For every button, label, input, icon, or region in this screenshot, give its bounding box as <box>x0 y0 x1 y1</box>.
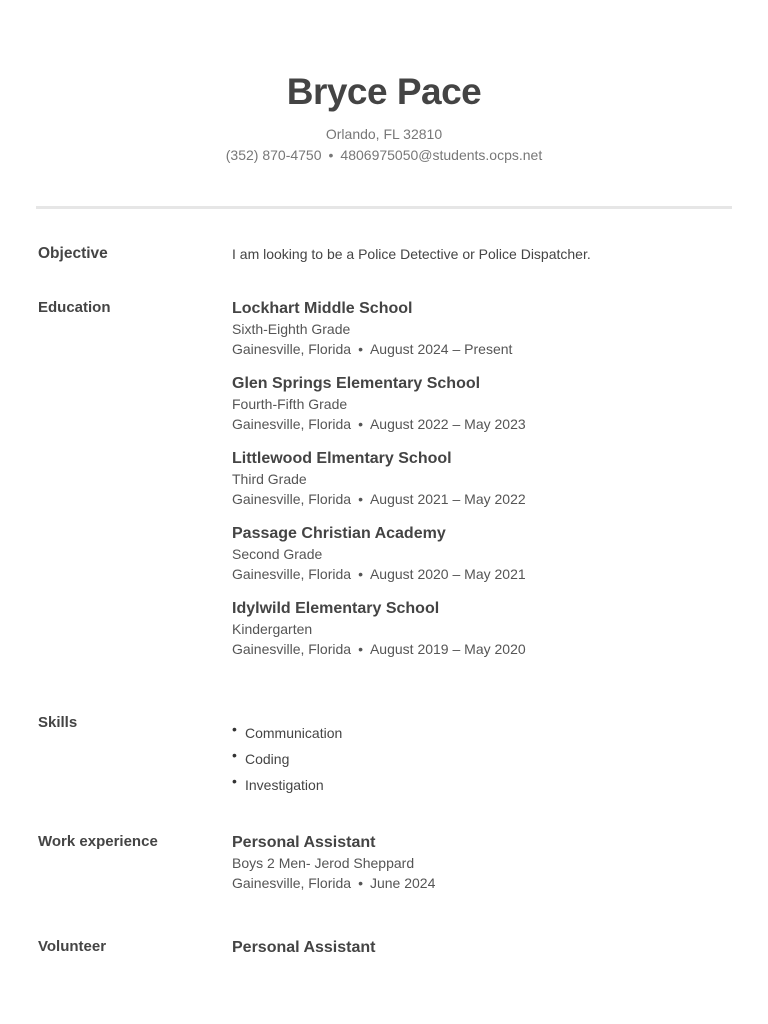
bullet-icon: • <box>232 773 237 789</box>
section-label-objective: Objective <box>38 245 108 262</box>
school-name: Passage Christian Academy <box>232 525 446 542</box>
skill-item: • Communication <box>232 721 343 741</box>
phone: (352) 870-4750 <box>225 147 322 163</box>
grade: Sixth-Eighth Grade <box>232 321 351 337</box>
skill-item: • Coding <box>232 747 290 767</box>
location-dates: Gainesville, Florida • August 2024 – Present <box>232 341 513 357</box>
section-label-work: Work experience <box>38 833 158 850</box>
email: 4806975050@students.ocps.net <box>340 147 543 163</box>
resume-header <box>0 0 768 166</box>
grade: Fourth-Fifth Grade <box>232 396 348 412</box>
separator: • <box>328 147 334 163</box>
work-entry <box>232 833 732 893</box>
employer: Boys 2 Men- Jerod Sheppard <box>232 855 415 871</box>
education-entry <box>232 374 732 434</box>
location-dates: Gainesville, Florida • August 2022 – May 2023 <box>232 416 526 432</box>
contact-line <box>0 144 768 166</box>
location-dates: Gainesville, Florida • August 2020 – May 2021 <box>232 566 526 582</box>
section-label-education: Education <box>38 299 111 316</box>
job-title: Personal Assistant <box>232 834 376 851</box>
candidate-name: Bryce Pace <box>286 71 482 112</box>
school-name: Glen Springs Elementary School <box>232 375 481 392</box>
skill-item: • Investigation <box>232 773 324 793</box>
volunteer-entry <box>232 938 732 958</box>
education-entry <box>232 599 732 659</box>
grade: Kindergarten <box>232 621 313 637</box>
objective-text: I am looking to be a Police Detective or Police Dispatcher. <box>232 246 591 262</box>
bullet-icon: • <box>232 721 237 737</box>
header-divider <box>36 206 732 209</box>
grade: Third Grade <box>232 471 307 487</box>
location-dates: Gainesville, Florida • August 2021 – May 2022 <box>232 491 526 507</box>
school-name: Lockhart Middle School <box>232 300 413 317</box>
skills-list <box>232 723 732 795</box>
location-dates: Gainesville, Florida • August 2019 – May 2020 <box>232 641 526 657</box>
school-name: Idylwild Elementary School <box>232 600 440 617</box>
address: Orlando, FL 32810 <box>325 126 443 142</box>
section-label-skills: Skills <box>38 714 78 731</box>
bullet-icon: • <box>232 747 237 763</box>
grade: Second Grade <box>232 546 323 562</box>
school-name: Littlewood Elmentary School <box>232 450 452 467</box>
education-entry <box>232 299 732 359</box>
education-entry <box>232 524 732 584</box>
education-list <box>232 299 732 674</box>
education-entry <box>232 449 732 509</box>
location-date: Gainesville, Florida • June 2024 <box>232 875 436 891</box>
volunteer-title: Personal Assistant <box>232 939 376 956</box>
section-label-volunteer: Volunteer <box>38 938 107 955</box>
